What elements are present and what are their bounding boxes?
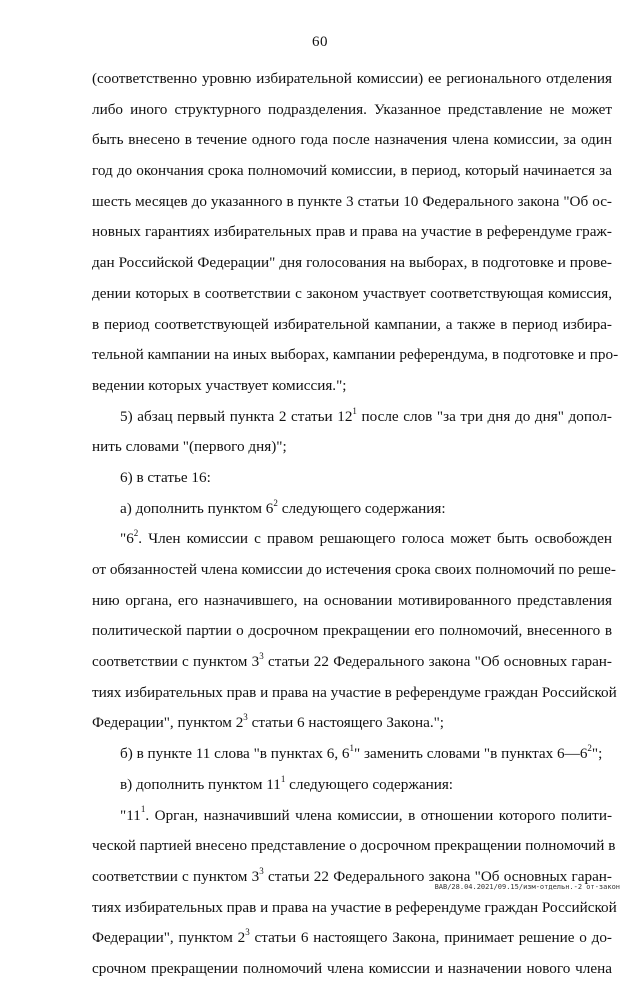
text-line: "$11^1$. Орган, назначивший члена комиссии, в отношении которого полити- <box>120 804 612 824</box>
text-line: ческой партией внесено представление о досрочном прекращении полномочий в <box>92 837 616 855</box>
superscript: 3 <box>243 712 248 723</box>
text-line: 5) абзац первый пункта 2 статьи $12^1$ после слов "за три дня до дня" допол- <box>120 405 612 425</box>
text-line: дан Российской Федерации" дня голосования на выборах, в подготовке и прове- <box>92 254 612 272</box>
page-number: 60 <box>312 34 328 50</box>
text-line: новных гарантиях избирательных прав и права на участие в референдуме граж- <box>92 223 612 241</box>
text-line: ведении которых участвует комиссия."; <box>92 376 347 394</box>
text-line: нию органа, его назначившего, на основании мотивированного представления <box>92 591 612 609</box>
text-line: нить словами "(первого дня)"; <box>92 438 287 456</box>
text-line: тиях избирательных прав и права на участие в референдуме граждан Российской <box>92 898 617 916</box>
text-line: Федерации", пунктом $2^3$ статьи 6 настоящего Закона, принимает решение о до- <box>92 927 612 947</box>
body-text <box>92 64 619 985</box>
superscript: 1 <box>280 773 286 784</box>
text-line: Федерации", пунктом $2^3$ статьи 6 настоящего Закона."; <box>92 712 445 732</box>
text-line: срочном прекращении полномочий члена комиссии и назначении нового члена <box>92 959 612 977</box>
text-line: "$6^2$. Член комиссии с правом решающего голоса может быть освобожден <box>120 528 612 548</box>
superscript: 1 <box>352 405 357 416</box>
text-line: тиях избирательных прав и права на участие в референдуме граждан Российской <box>92 683 617 701</box>
superscript: 1 <box>140 804 146 815</box>
text-line: быть внесено в течение одного года после назначения члена комиссии, за один <box>92 131 612 149</box>
text-line: соответствии с пунктом $3^3$ статьи 22 Федерального закона "Об основных гаран- <box>92 865 612 885</box>
text-line: б) в пункте 11 слова "в пунктах 6, $6^1$" заменить словами "в пунктах $6—6^2$"; <box>120 743 603 763</box>
text-line: (соответственно уровню избирательной комиссии) ее регионального отделения <box>92 70 612 87</box>
superscript: 2 <box>587 743 592 754</box>
text-line: либо иного структурного подразделения. Указанное представление не может <box>92 100 612 118</box>
text-line: от обязанностей члена комиссии до истечения срока своих полномочий по реше- <box>92 561 616 578</box>
text-line: дении которых в соответствии с законом участвует соответствующая комиссия, <box>92 284 612 302</box>
superscript: 3 <box>259 651 264 661</box>
text-line: а) дополнить пунктом $6^2$ следующего содержания: <box>120 497 446 517</box>
footer-code: ВАВ/28.04.2021/09.15/изм-отдельн.-2 от-закон <box>434 883 620 891</box>
superscript: 2 <box>273 497 278 508</box>
text-line: в период соответствующей избирательной кампании, а также в период избира- <box>92 315 612 333</box>
superscript: 2 <box>133 528 139 539</box>
text-line: в) дополнить пунктом $11^1$ следующего содержания: <box>120 773 454 793</box>
text-line: 6) в статье 16: <box>120 468 211 486</box>
text-line: тельной кампании на иных выборах, кампании референдума, в подготовке и про- <box>92 346 619 364</box>
text-line: шесть месяцев до указанного в пункте 3 статьи 10 Федерального закона "Об ос- <box>92 192 612 210</box>
superscript: 3 <box>245 927 250 938</box>
text-line: политической партии о досрочном прекращении его полномочий, внесенного в <box>92 622 612 640</box>
superscript: 1 <box>349 743 355 754</box>
text-line: соответствии с пунктом $3^3$ статьи 22 Федерального закона "Об основных гаран- <box>92 651 612 671</box>
superscript: 3 <box>259 865 264 876</box>
text-line: год до окончания срока полномочий комиссии, в период, который начинается за <box>92 162 612 180</box>
